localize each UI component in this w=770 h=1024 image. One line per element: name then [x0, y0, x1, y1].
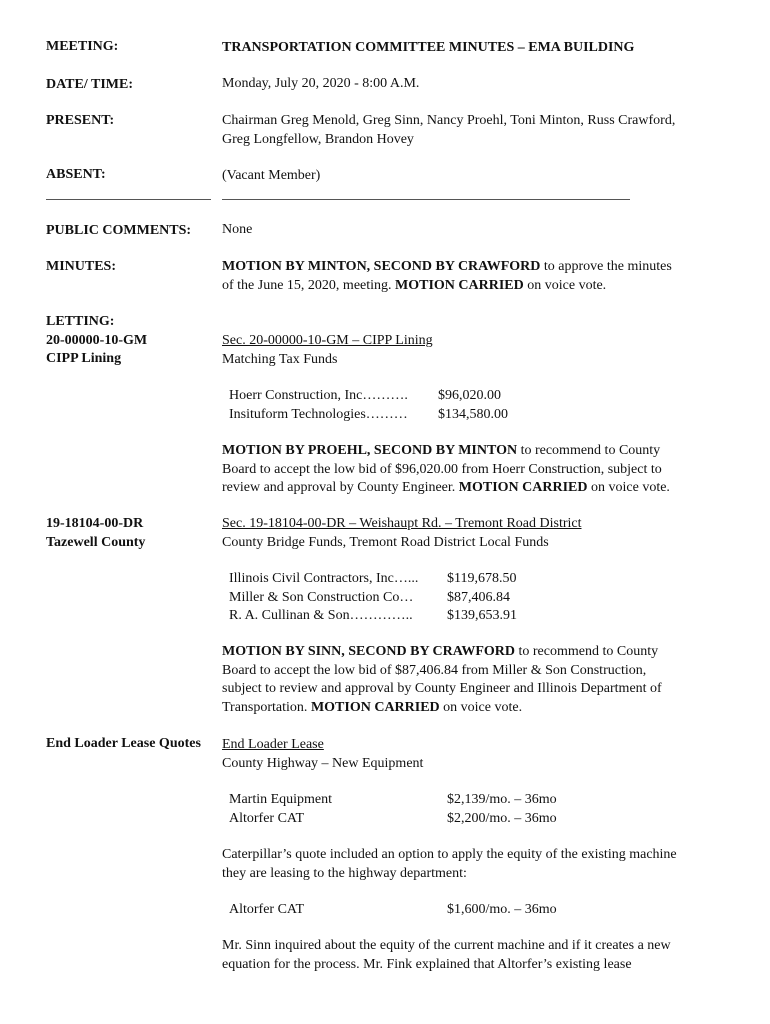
datetime-value: Monday, July 20, 2020 - 8:00 A.M. — [222, 76, 420, 91]
table-row: Martin Equipment $2,139/mo. – 36mo — [229, 792, 557, 807]
table-row: Miller & Son Construction Co… $87,406.84 — [229, 589, 510, 605]
loader-section-title: End Loader Lease — [222, 737, 324, 752]
loader-note: Caterpillar’s quote included an option to apply the equity of the existing machine they are leasing to the highway department: — [222, 847, 677, 881]
minutes-motion: MOTION BY MINTON, SECOND BY CRAWFORD — [222, 259, 541, 274]
loader-final: Mr. Sinn inquired about the equity of the current machine and if it creates a new equation for the process. Mr. Fink explained that Altorfer’s existing lease — [222, 938, 671, 972]
present-list — [222, 112, 722, 149]
absent-value: (Vacant Member) — [222, 168, 321, 183]
table-row: Illinois Civil Contractors, Inc…... $119,678.50 — [229, 571, 517, 586]
letting-label: LETTING: 20-00000-10-GM CIPP Lining — [46, 314, 148, 366]
divider-left — [46, 199, 211, 200]
table-row: Insituform Technologies……… $134,580.00 — [229, 406, 508, 422]
table-row: Altorfer CAT $2,200/mo. – 36mo — [229, 810, 557, 826]
divider-right — [222, 199, 630, 200]
weishaupt-section-title: Sec. 19-18104-00-DR – Weishaupt Rd. – Tremont Road District — [222, 516, 582, 531]
present-line-1: Chairman Greg Menold, Greg Sinn, Nancy Proehl, Toni Minton, Russ Crawford, — [222, 113, 676, 128]
present-label: PRESENT: — [46, 113, 115, 128]
table-row: Hoerr Construction, Inc………. $96,020.00 — [229, 388, 501, 403]
letting-bids-table — [229, 387, 508, 424]
minutes-carried: MOTION CARRIED — [395, 277, 524, 293]
meeting-label: MEETING: — [46, 39, 119, 54]
present-line-2: Greg Longfellow, Brandon Hovey — [222, 131, 414, 147]
weishaupt-bids-table — [229, 570, 517, 626]
public-comments-label: PUBLIC COMMENTS: — [46, 223, 192, 238]
absent-label: ABSENT: — [46, 167, 106, 182]
loader-section — [222, 736, 722, 773]
minutes-text: MOTION BY MINTON, SECOND BY CRAWFORD to approve the minutes of the June 15, 2020, meeting. MOTION CARRIED on voice vote. — [222, 259, 672, 293]
table-row: Altorfer CAT $1,600/mo. – 36mo — [229, 902, 557, 917]
loader-quotes-table — [229, 791, 557, 828]
loader-equity-table — [229, 901, 557, 920]
letting-section-title: Sec. 20-00000-10-GM – CIPP Lining — [222, 333, 433, 348]
minutes-label: MINUTES: — [46, 259, 117, 274]
weishaupt-label: 19-18104-00-DR Tazewell County — [46, 516, 146, 550]
weishaupt-section — [222, 515, 722, 552]
public-comments-value: None — [222, 222, 253, 237]
letting-section — [222, 332, 722, 369]
table-row: R. A. Cullinan & Son………….. $139,653.91 — [229, 608, 517, 623]
letting-motion: MOTION BY PROEHL, SECOND BY MINTON to recommend to County Board to accept the low bid of $96,020.00 from Hoerr Construction, subject to review and approval by County Engineer. MOTION CARRIED on voice vote. — [222, 443, 670, 495]
datetime-label: DATE/ TIME: — [46, 77, 133, 92]
meeting-title: TRANSPORTATION COMMITTEE MINUTES – EMA BUILDING — [222, 40, 635, 55]
letting-funds: Matching Tax Funds — [222, 351, 338, 367]
weishaupt-funds: County Bridge Funds, Tremont Road District Local Funds — [222, 534, 549, 550]
loader-subtitle: County Highway – New Equipment — [222, 755, 424, 771]
loader-label: End Loader Lease Quotes — [46, 736, 201, 751]
weishaupt-motion: MOTION BY SINN, SECOND BY CRAWFORD to recommend to County Board to accept the low bid of $87,406.84 from Miller & Son Construction, subject to review and approval by County Engineer and Illinois Department of Transportation. MOTION CARRIED on voice vote. — [222, 644, 662, 715]
